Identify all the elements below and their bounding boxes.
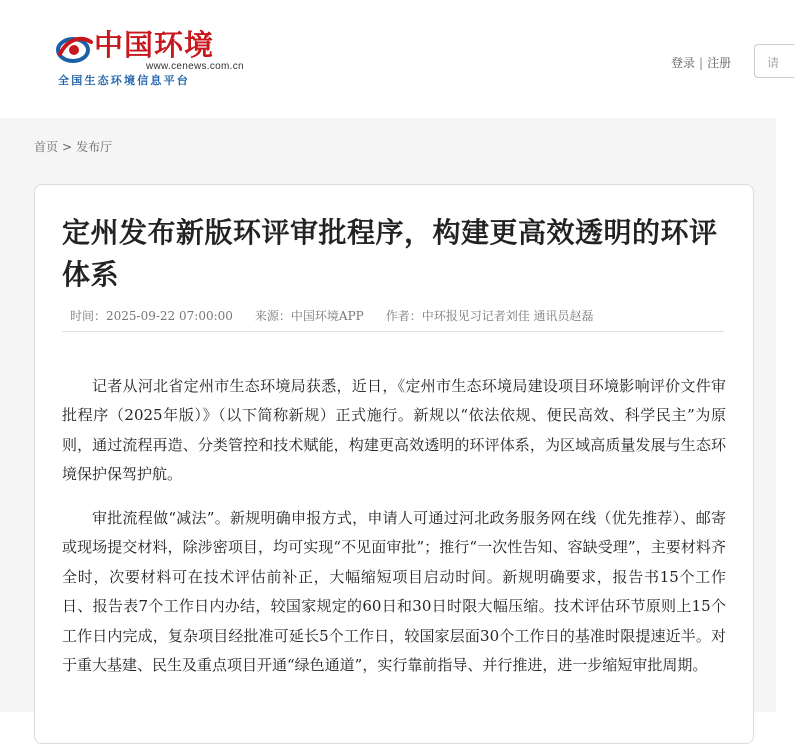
site-url: www.cenews.com.cn: [146, 61, 244, 72]
article-paragraph: 审批流程做“减法”。新规明确申报方式，申请人可通过河北政务服务网在线（优先推荐）、邮寄或现场提交材料，除涉密项目，均可实现“不见面审批”；推行“一次性告知、容缺受理”，主要材料齐全时，次要材料可在技术评估前补正，大幅缩短项目启动时间。新规明确要求，报告书15个工作日、报告表7个工作日内办结，较国家规定的60日和30日时限大幅压缩。技术评估环节原则上15个工作日内完成，复杂项目经批准可延长5个工作日，较国家层面30个工作日的基准时限提速近半。对于重大基建、民生及重点项目开通“绿色通道”，实行靠前指导、并行推进，进一步缩短审批周期。: [62, 509, 726, 675]
breadcrumb: [34, 138, 112, 155]
breadcrumb-current[interactable]: 发布厅: [76, 140, 113, 154]
article-source: 来源：中国环境APP: [254, 309, 364, 323]
globe-logo-icon: [54, 32, 94, 66]
article-title: 定州发布新版环评审批程序，构建更高效透明的环评体系: [62, 216, 718, 291]
auth-separator: |: [699, 56, 704, 70]
meta-divider: [62, 331, 724, 332]
site-tagline: 全国生态环境信息平台: [58, 74, 190, 87]
site-name: 中国环境: [94, 28, 215, 62]
auth-links: [671, 54, 731, 71]
article-author: 作者：中环报见习记者刘佳 通讯员赵磊: [385, 309, 594, 323]
site-logo[interactable]: [54, 28, 244, 90]
article-paragraph: 记者从河北省定州市生态环境局获悉，近日，《定州市生态环境局建设项目环境影响评价文件审批程序（2025年版）》（以下简称新规）正式施行。新规以“依法依规、便民高效、科学民主”为原则，通过流程再造、分类管控和技术赋能，构建更高效透明的环评体系，为区域高质量发展与生态环境保护保驾护航。: [62, 377, 726, 484]
article-meta: [70, 307, 616, 324]
search-input[interactable]: 请: [754, 44, 794, 78]
site-header: [0, 0, 780, 118]
breadcrumb-separator: >: [62, 140, 73, 154]
login-link[interactable]: 登录: [671, 56, 696, 70]
register-link[interactable]: 注册: [707, 56, 732, 70]
publish-time: 时间：2025-09-22 07:00:00: [70, 309, 233, 323]
breadcrumb-home[interactable]: 首页: [34, 140, 59, 154]
